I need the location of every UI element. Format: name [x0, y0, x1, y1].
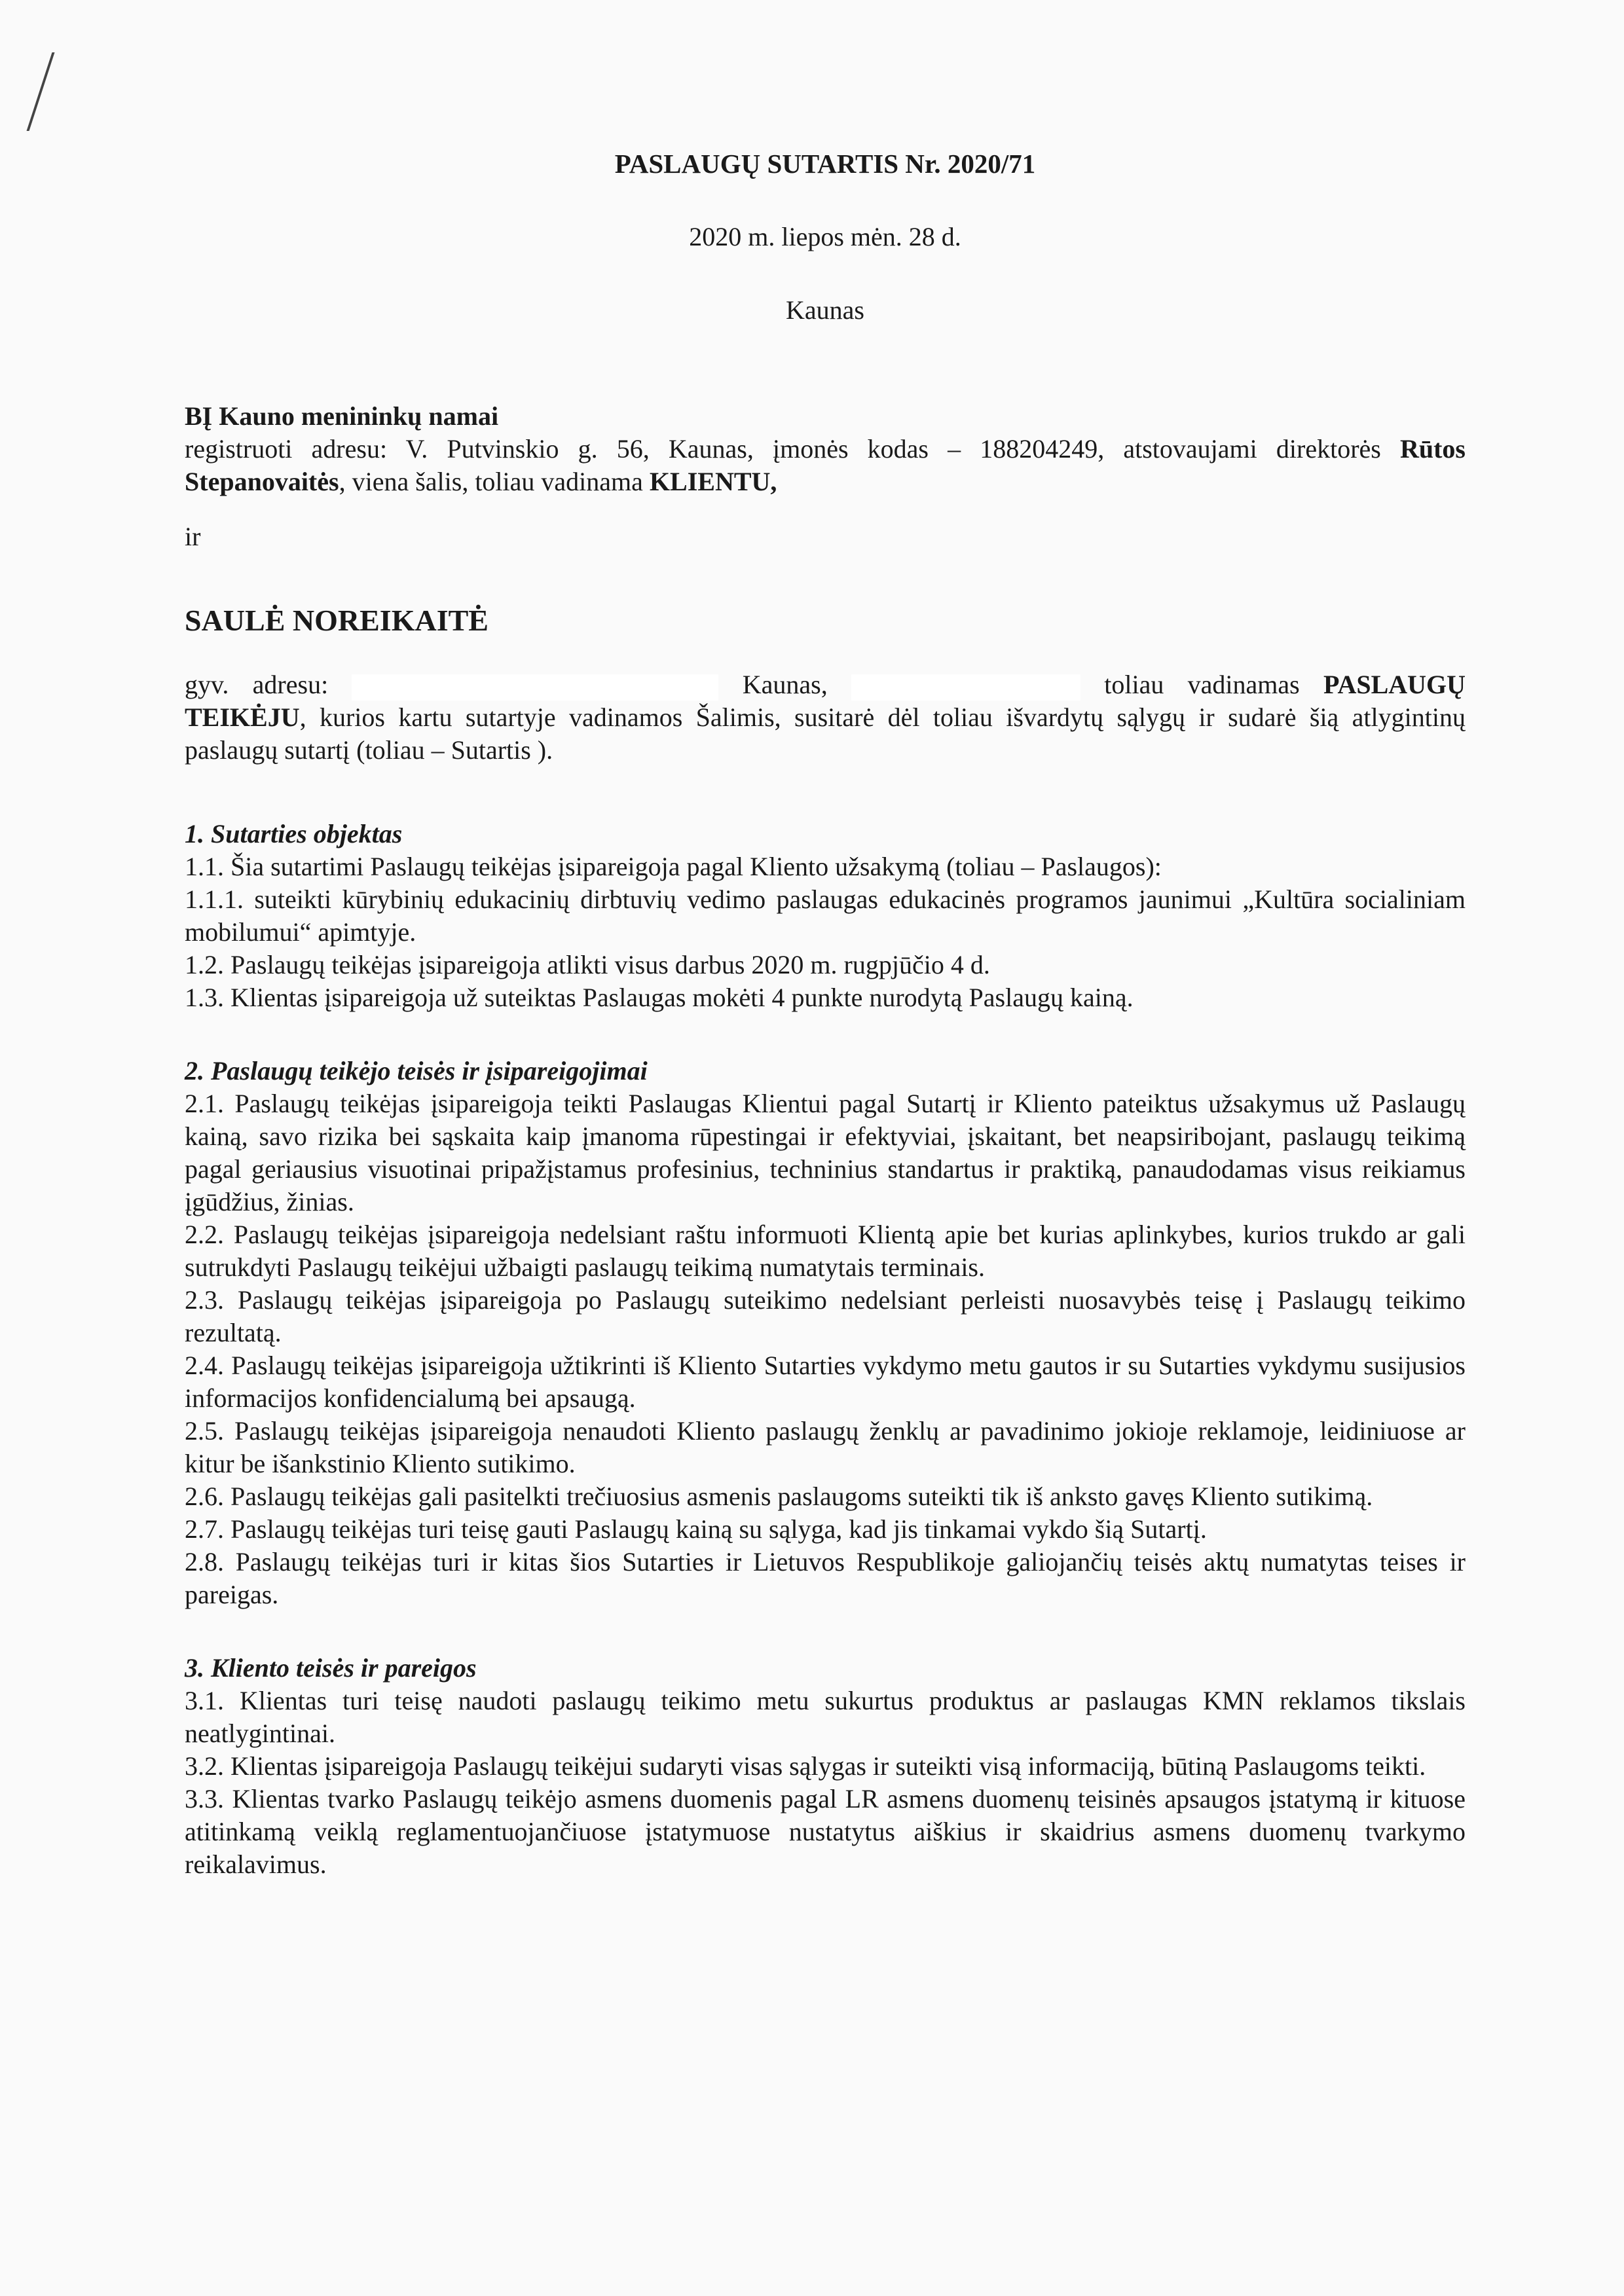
clause: 2.5. Paslaugų teikėjas įsipareigoja nenaudoti Kliento paslaugų ženklų ar pavadinimo jokioje reklamoje, leidiniuose ar kitur be išankstinio Kliento sutikimo. [185, 1416, 1466, 1478]
redacted-field [851, 674, 1080, 701]
party1-director: Rūtos Stepanovaitės [185, 434, 1466, 496]
party1-text-b: , viena šalis, toliau vadinama [339, 467, 650, 496]
contract-title: PASLAUGŲ SUTARTIS Nr. 2020/71 [614, 149, 1036, 179]
clause: 3.3. Klientas tvarko Paslaugų teikėjo asmens duomenis pagal LR asmens duomenų teisinės apsaugos įstatymą ir kituose atitinkamą veiklą reglamentuojančiuose įstatymuose nustatytus aiškius ir skaidrius asmens duomenų tvarkymo reikalavimus. [185, 1784, 1466, 1879]
party1-role: KLIENTU, [649, 467, 777, 496]
clause: 2.3. Paslaugų teikėjas įsipareigoja po Paslaugų suteikimo nedelsiant perleisti nuosavybės teisę į Paslaugų teikimo rezultatą. [185, 1285, 1466, 1347]
party2-text-end: , kurios kartu sutartyje vadinamos Šalimis, susitarė dėl toliau išvardytų sąlygų ir sudarė šią atlygintinų paslaugų sutartį (toliau – Sutartis ). [185, 702, 1466, 765]
clause: 2.7. Paslaugų teikėjas turi teisę gauti Paslaugų kainą su sąlyga, kad jis tinkamai vykdo šią Sutartį. [185, 1514, 1207, 1544]
section-heading: 3. Kliento teisės ir pareigos [185, 1653, 477, 1683]
pen-mark [27, 52, 68, 131]
clause: 2.6. Paslaugų teikėjas gali pasitelkti trečiuosius asmenis paslaugoms suteikti tik iš anksto gavęs Kliento sutikimą. [185, 1482, 1373, 1511]
clause: 2.4. Paslaugų teikėjas įsipareigoja užtikrinti iš Kliento Sutarties vykdymo metu gautos ir su Sutarties vykdymu susijusios informacijos konfidencialumą bei apsaugą. [185, 1351, 1466, 1413]
party1-name: BĮ Kauno menininkų namai [185, 401, 499, 431]
party2-addr-city: Kaunas, [742, 670, 828, 699]
clause: 1.3. Klientas įsipareigoja už suteiktas Paslaugas mokėti 4 punkte nurodytą Paslaugų kainą. [185, 983, 1134, 1012]
clause: 3.1. Klientas turi teisę naudoti paslaugų teikimo metu sukurtus produktus ar paslaugas KMN reklamos tikslais neatlygintinai. [185, 1686, 1466, 1748]
clause: 2.1. Paslaugų teikėjas įsipareigoja teikti Paslaugas Klientui pagal Sutartį ir Kliento pateiktus užsakymus už Paslaugų kainą, savo rizika bei sąskaita kaip įmanoma rūpestingai ir efektyviai, įskaitant, bet neapsiribojant, paslaugų teikimą pagal geriausius visuotinai pripažįstamus profesinius, techninius standartus ir praktiką, panaudodamas visus reikiamus įgūdžius, žinias. [185, 1089, 1466, 1216]
connector-text: ir [185, 522, 201, 551]
party2-addr-label: gyv. adresu: [185, 670, 329, 699]
clause: 2.2. Paslaugų teikėjas įsipareigoja nedelsiant raštu informuoti Klientą apie bet kurias aplinkybes, kurios trukdo ar gali sutrukdyti Paslaugų teikėjui užbaigti paslaugų teikimą numatytais terminais. [185, 1220, 1466, 1282]
party2-addr-tail: toliau vadinamas [1104, 670, 1323, 699]
clause: 2.8. Paslaugų teikėjas turi ir kitas šios Sutarties ir Lietuvos Respublikoje galiojančių teisės aktų numatytas teises ir pareigas. [185, 1547, 1466, 1609]
party1-text-a: registruoti adresu: V. Putvinskio g. 56, Kaunas, įmonės kodas – 188204249, atstovaujami direktorės [185, 434, 1400, 464]
contract-date: 2020 m. liepos mėn. 28 d. [689, 222, 961, 251]
party2-name: SAULĖ NOREIKAITĖ [185, 604, 489, 637]
clause: 1.1.1. suteikti kūrybinių edukacinių dirbtuvių vedimo paslaugas edukacinės programos jaunimui „Kultūra socialiniam mobilumui“ apimtyje. [185, 884, 1466, 947]
party2-role: PASLAUGŲ TEIKĖJU [185, 670, 1466, 732]
party2-details [185, 668, 1466, 767]
clause: 1.1. Šia sutartimi Paslaugų teikėjas įsipareigoja pagal Kliento užsakymą (toliau – Paslaugos): [185, 852, 1162, 881]
contract-city: Kaunas [786, 295, 864, 325]
contract-body [185, 147, 1466, 1881]
clause: 1.2. Paslaugų teikėjas įsipareigoja atlikti visus darbus 2020 m. rugpjūčio 4 d. [185, 950, 990, 979]
section-heading: 1. Sutarties objektas [185, 819, 403, 848]
party1-details [185, 433, 1466, 498]
redacted-field [352, 674, 718, 701]
clause: 3.2. Klientas įsipareigoja Paslaugų teikėjui sudaryti visas sąlygas ir suteikti visą informaciją, būtiną Paslaugoms teikti. [185, 1751, 1426, 1781]
section-heading: 2. Paslaugų teikėjo teisės ir įsipareigojimai [185, 1056, 648, 1085]
